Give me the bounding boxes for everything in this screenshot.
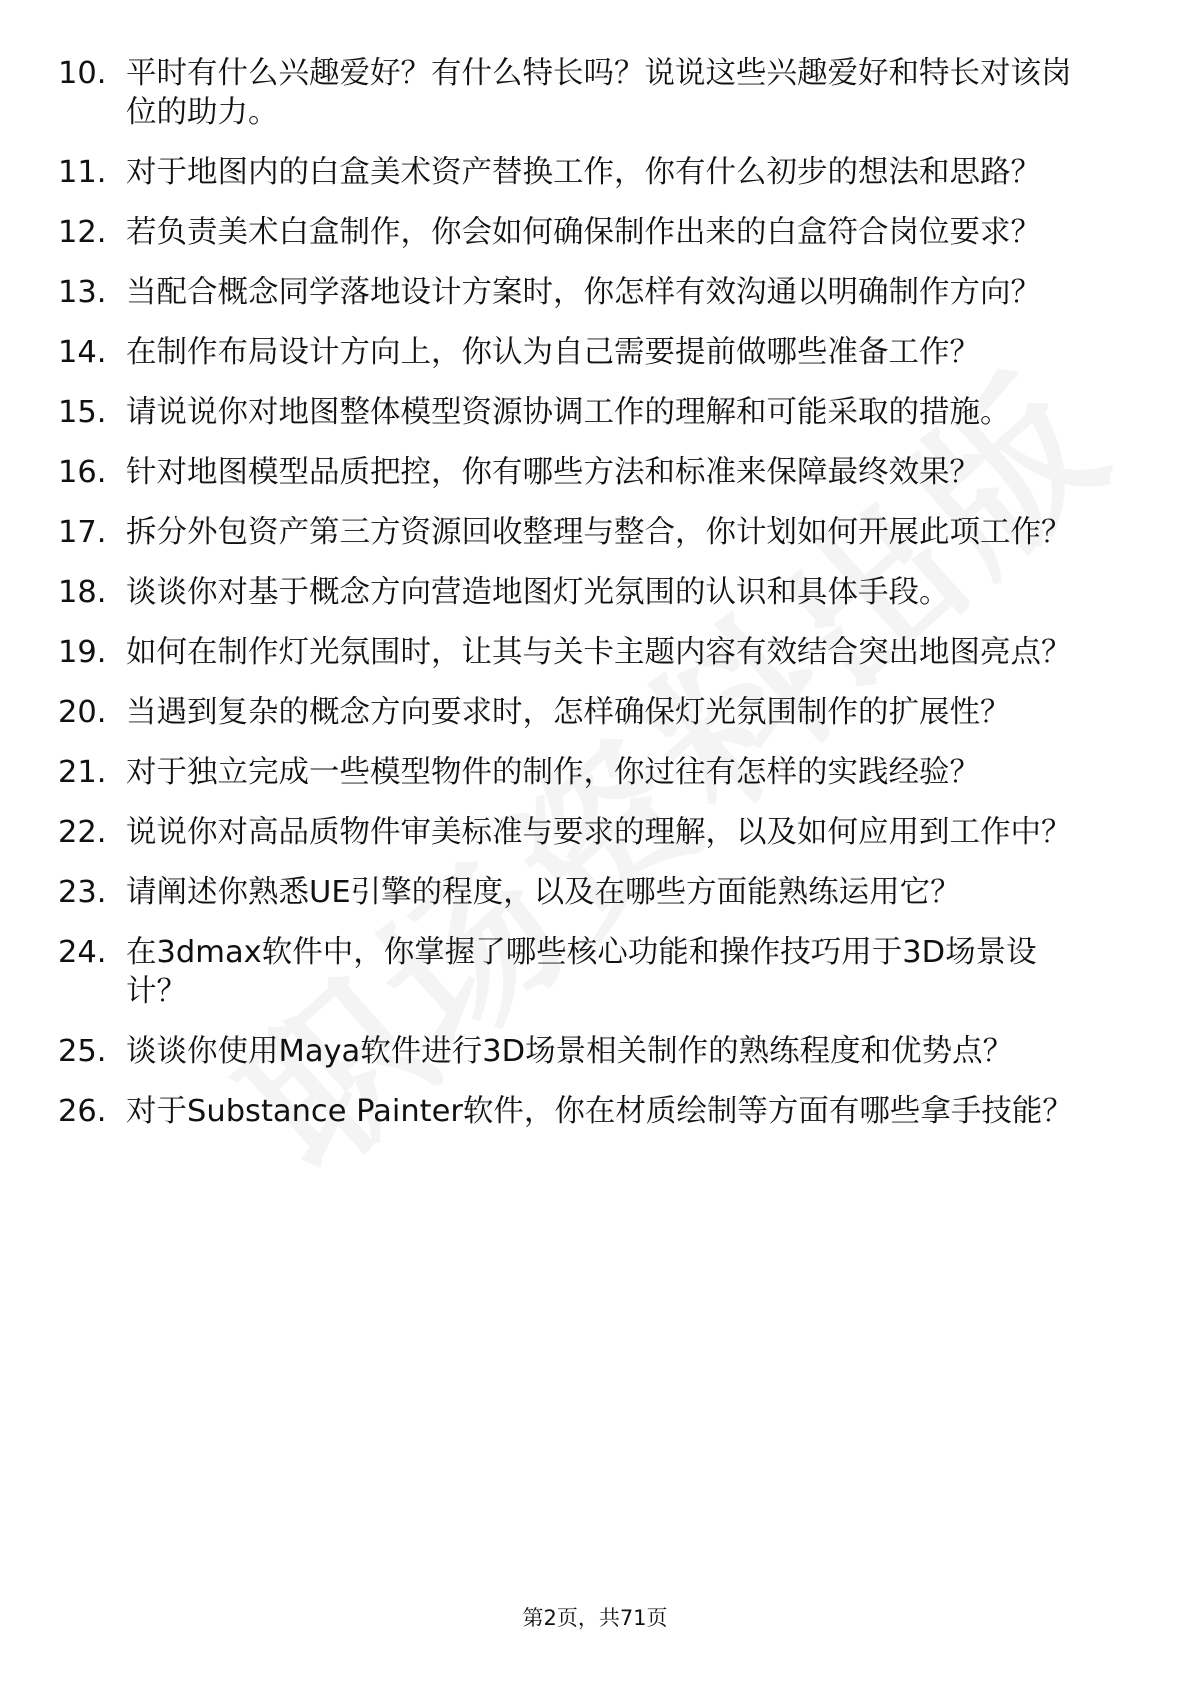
- question-text: 在3dmax软件中，你掌握了哪些核心功能和操作技巧用于3D场景设计？: [126, 935, 1037, 1009]
- question-text: 当配合概念同学落地设计方案时，你怎样有效沟通以明确制作方向？: [126, 275, 1041, 310]
- question-text: 若负责美术白盒制作，你会如何确保制作出来的白盒符合岗位要求？: [126, 215, 1041, 250]
- question-text: 谈谈你使用Maya软件进行3D场景相关制作的熟练程度和优势点？: [126, 1034, 1014, 1069]
- question-item: [58, 933, 1118, 1011]
- question-number: 14.: [58, 335, 107, 370]
- question-number: 21.: [58, 755, 107, 790]
- question-number: 20.: [58, 695, 107, 730]
- question-number: 13.: [58, 275, 107, 310]
- question-text: 如何在制作灯光氛围时，让其与关卡主题内容有效结合突出地图亮点？: [126, 635, 1072, 670]
- question-item: [58, 333, 1118, 372]
- question-item: [58, 1092, 1118, 1131]
- question-list: [58, 54, 1118, 1152]
- question-item: [58, 54, 1118, 132]
- question-text: 对于地图内的白盒美术资产替换工作，你有什么初步的想法和思路？: [126, 155, 1041, 190]
- question-text: 在制作布局设计方向上，你认为自己需要提前做哪些准备工作？: [126, 335, 980, 370]
- question-number: 10.: [58, 56, 107, 91]
- question-item: [58, 813, 1118, 852]
- question-item: [58, 873, 1118, 912]
- question-item: [58, 1032, 1118, 1071]
- question-item: [58, 453, 1118, 492]
- question-item: [58, 213, 1118, 252]
- question-text: 平时有什么兴趣爱好？有什么特长吗？说说这些兴趣爱好和特长对该岗位的助力。: [126, 56, 1072, 130]
- question-item: [58, 513, 1118, 552]
- question-text: 对于Substance Painter软件，你在材质绘制等方面有哪些拿手技能？: [126, 1094, 1073, 1129]
- question-number: 23.: [58, 875, 107, 910]
- question-item: [58, 273, 1118, 312]
- question-text: 当遇到复杂的概念方向要求时，怎样确保灯光氛围制作的扩展性？: [126, 695, 1011, 730]
- question-item: [58, 633, 1118, 672]
- question-text: 说说你对高品质物件审美标准与要求的理解，以及如何应用到工作中？: [126, 815, 1072, 850]
- question-text: 谈谈你对基于概念方向营造地图灯光氛围的认识和具体手段。: [126, 575, 950, 610]
- question-item: [58, 753, 1118, 792]
- page-footer: 第2页，共71页: [522, 1606, 668, 1630]
- question-number: 24.: [58, 935, 107, 970]
- question-text: 请阐述你熟悉UE引擎的程度，以及在哪些方面能熟练运用它？: [126, 875, 961, 910]
- question-item: [58, 693, 1118, 732]
- question-number: 18.: [58, 575, 107, 610]
- question-number: 17.: [58, 515, 107, 550]
- question-text: 请说说你对地图整体模型资源协调工作的理解和可能采取的措施。: [126, 395, 1011, 430]
- question-number: 12.: [58, 215, 107, 250]
- question-item: [58, 153, 1118, 192]
- question-number: 15.: [58, 395, 107, 430]
- question-number: 22.: [58, 815, 107, 850]
- question-number: 25.: [58, 1034, 107, 1069]
- question-number: 19.: [58, 635, 107, 670]
- question-text: 针对地图模型品质把控，你有哪些方法和标准来保障最终效果？: [126, 455, 980, 490]
- question-number: 11.: [58, 155, 107, 190]
- question-item: [58, 393, 1118, 432]
- question-item: [58, 573, 1118, 612]
- question-number: 26.: [58, 1094, 107, 1129]
- question-number: 16.: [58, 455, 107, 490]
- question-text: 拆分外包资产第三方资源回收整理与整合，你计划如何开展此项工作？: [126, 515, 1072, 550]
- question-text: 对于独立完成一些模型物件的制作，你过往有怎样的实践经验？: [126, 755, 980, 790]
